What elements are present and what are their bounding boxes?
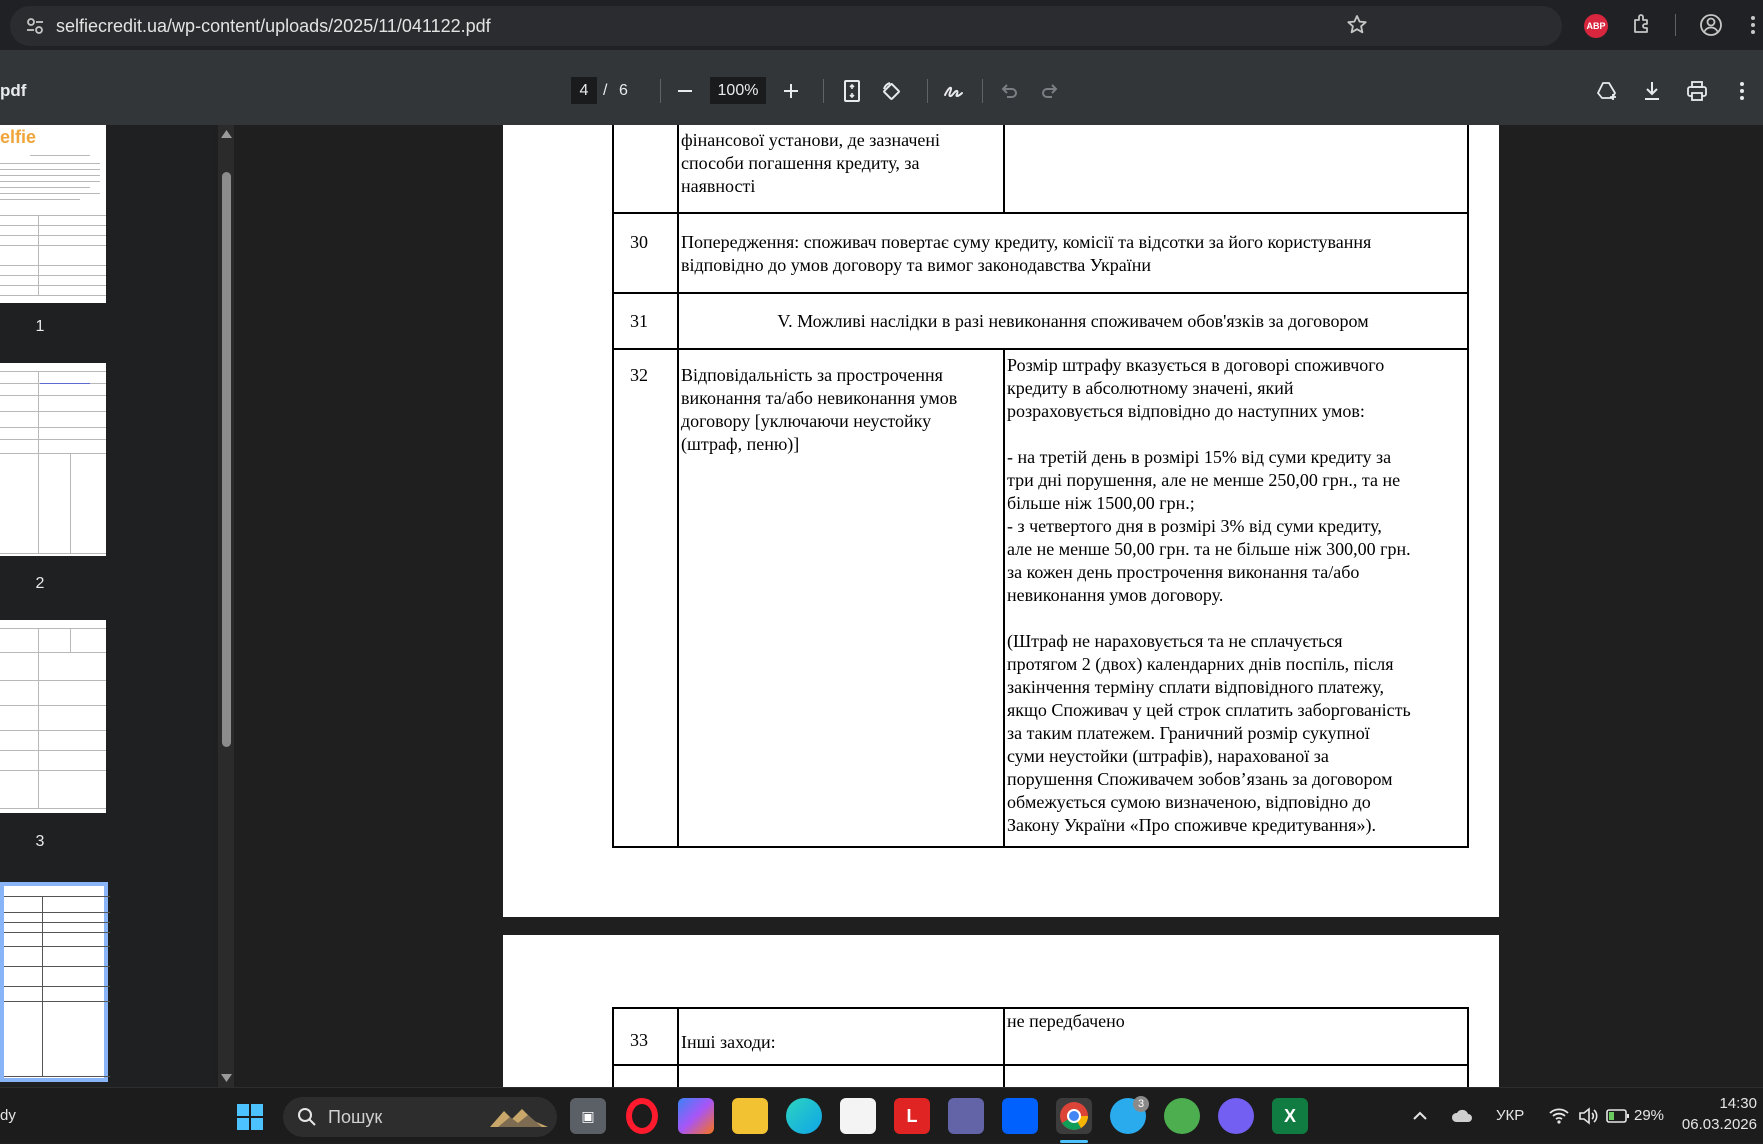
microsoft-store-app-icon[interactable] [840, 1098, 876, 1134]
pdf-more-options-icon[interactable] [1735, 79, 1749, 103]
thumbnail-number: 2 [35, 575, 45, 592]
thumbnail-page-2[interactable] [0, 363, 106, 556]
profile-avatar-icon[interactable] [1698, 12, 1724, 38]
windows-start-icon[interactable] [236, 1103, 264, 1131]
zoom-level-input[interactable]: 100% [710, 77, 766, 104]
row33-value: не передбачено [1007, 1011, 1125, 1031]
pdf-viewer [234, 125, 1763, 1087]
onedrive-cloud-icon[interactable] [1450, 1104, 1474, 1128]
undo-icon[interactable] [999, 81, 1019, 101]
url-text[interactable]: selfiecredit.ua/wp-content/uploads/2025/11/041122.pdf [56, 16, 491, 36]
row-number: 33 [630, 1030, 648, 1050]
opera-app-icon[interactable] [624, 1098, 660, 1134]
lingvo-app-icon[interactable]: L [894, 1098, 930, 1134]
battery-charging-icon[interactable] [1606, 1106, 1630, 1126]
excel-app-icon[interactable]: X [1272, 1098, 1308, 1134]
thumbnail-page-4[interactable] [0, 882, 108, 1082]
viber-app-icon[interactable] [1218, 1098, 1254, 1134]
pdf-page-4 [503, 125, 1499, 917]
search-highlight-image [488, 1103, 550, 1131]
volume-icon[interactable] [1577, 1105, 1599, 1127]
redo-icon[interactable] [1040, 81, 1060, 101]
toolbar-divider [927, 79, 928, 103]
thumbnail-page-1[interactable] [0, 125, 106, 303]
thumbnail-number: 1 [35, 318, 45, 335]
tray-chevron-up-icon[interactable] [1412, 1108, 1428, 1124]
thumbnail-sidebar [0, 125, 215, 1087]
address-bar[interactable] [10, 6, 1562, 46]
download-icon[interactable] [1641, 79, 1663, 103]
page-number-input[interactable]: 4 [571, 77, 597, 104]
clock-time[interactable]: 14:30 [1719, 1095, 1757, 1112]
edge-app-icon[interactable] [786, 1098, 822, 1134]
toolbar-divider [660, 79, 661, 103]
row-number: 32 [630, 365, 648, 385]
row-number: 30 [630, 232, 648, 252]
taskbar-left-text: dy [0, 1107, 16, 1124]
print-icon[interactable] [1685, 79, 1709, 103]
active-app-indicator [1060, 1140, 1088, 1143]
task-view-app-icon[interactable]: ▣ [570, 1098, 606, 1134]
toolbar-divider [823, 79, 824, 103]
dropbox-app-icon[interactable] [1002, 1098, 1038, 1134]
windows-taskbar [0, 1087, 1763, 1143]
page-separator: / [603, 82, 608, 99]
toolbar-divider [982, 79, 983, 103]
thumbnail-page-3[interactable] [0, 620, 106, 813]
zoom-out-icon[interactable] [675, 81, 695, 101]
extensions-puzzle-icon[interactable] [1630, 12, 1654, 36]
draw-annotation-icon[interactable] [942, 79, 966, 103]
row-number: 31 [630, 311, 648, 331]
teams-app-icon[interactable] [948, 1098, 984, 1134]
utorrent-app-icon[interactable] [1164, 1098, 1200, 1134]
row32-penalty-description: Розмір штрафу вказується в договорі споживчого кредиту в абсолютному значені, який розраховується відповідно до наступних умов: - на третій день в розмірі 15% від суми кредиту за три дні порушення, але не менше 250,00 грн., та не більше ніж 1500,00 грн.; - з четвертого дня в розмірі 3% від суми кредиту, але не менше 50,00 грн. та не більше ніж 300,00 грн. за кожен день прострочення виконання та/або невиконання умов договору. (Штраф не нараховується та не сплачується протягом 2 (двох) календарних днів поспіль, після закінчення терміну сплати відповідного платежу, якщо Споживач у цей строк сплатить заборгованість за таким платежем. Граничний розмір сукупної суми неустойки (штрафів), нарахованої за порушення Споживачем зобов’язань за договором обмежується сумою визначеною, відповідно до Закону України «Про споживче кредитування»). [1007, 355, 1411, 835]
browser-top-bar [0, 0, 1763, 50]
search-icon [297, 1107, 317, 1127]
telegram-notification-badge: 3 [1133, 1096, 1149, 1112]
sidebar-scrollbar-thumb[interactable] [222, 172, 231, 747]
file-explorer-app-icon[interactable] [732, 1098, 768, 1134]
rotate-icon[interactable] [880, 79, 904, 103]
copilot-app-icon[interactable] [678, 1098, 714, 1134]
browser-menu-icon[interactable] [1746, 12, 1760, 38]
zoom-in-icon[interactable] [781, 81, 801, 101]
scroll-up-arrow-icon[interactable] [221, 130, 232, 138]
pdf-toolbar [0, 50, 1763, 125]
thumbnail-number: 3 [35, 833, 45, 850]
clock-date[interactable]: 06.03.2026 [1681, 1116, 1757, 1133]
battery-percentage: 29% [1634, 1107, 1665, 1124]
page-total: 6 [619, 82, 628, 99]
pdf-file-name: pdf [0, 81, 27, 100]
row33-label: Інші заходи: [681, 1032, 776, 1052]
search-placeholder: Пошук [328, 1107, 383, 1127]
row30-warning-text: Попередження: споживач повертає суму кредиту, комісії та відсотки за його користування відповідно до умов договору та вимог законодавства України [681, 232, 1372, 275]
add-to-drive-icon[interactable] [1595, 79, 1619, 103]
adblock-extension-icon[interactable]: ABP [1584, 14, 1608, 38]
chrome-app-icon[interactable] [1056, 1098, 1092, 1134]
row32-label: Відповідальність за прострочення виконання та/або невиконання умов договору [уключаючи неустойку (штраф, пеню)] [681, 365, 958, 454]
scroll-down-arrow-icon[interactable] [221, 1074, 232, 1082]
row29-text: фінансової установи, де зазначені способи погашення кредиту, за наявності [681, 130, 941, 196]
bookmark-star-icon[interactable] [1345, 13, 1369, 37]
section-v-heading: V. Можливі наслідки в разі невиконання споживачем обов'язків за договором [777, 311, 1369, 331]
wifi-icon[interactable] [1548, 1105, 1570, 1127]
taskbar-search-box[interactable] [283, 1097, 557, 1137]
toolbar-divider [1675, 14, 1676, 36]
input-language[interactable]: УКР [1496, 1107, 1525, 1124]
site-info-icon[interactable] [24, 15, 46, 37]
fit-page-icon[interactable] [841, 79, 863, 103]
thumbnail-logo: elfie [0, 127, 37, 147]
